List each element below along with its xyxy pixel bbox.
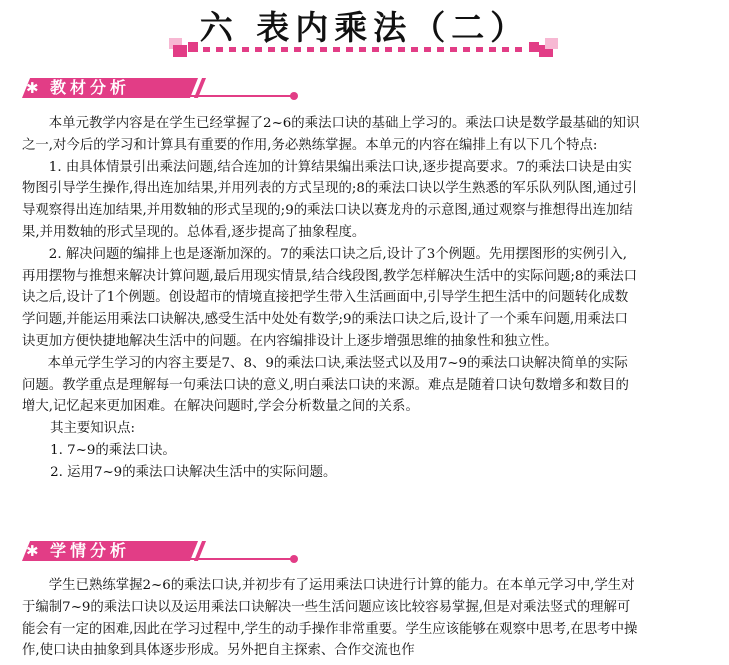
star-icon: ✱ — [26, 542, 39, 560]
point-1-paragraph: 1. 由具体情景引出乘法问题,结合连加的计算结果编出乘法口诀,逐步提高要求。7的乘法口诀是由实物图引导学生操作,得出连加结果,并用列表的方式呈现的;8的乘法口诀以学生熟悉的军乐队列队图,通过引导观察得出连加结果,并用数轴的形式呈现的;9的乘法口诀以赛龙舟的示意图,通过观察与推想得出连加结果,并用数轴的形式呈现的。总体看,逐步提高了抽象程度。 — [22, 159, 637, 240]
content-paragraph: 本单元学生学习的内容主要是7、8、9的乘法口诀,乘法竖式以及用7~9的乘法口诀解决简单的实际问题。教学重点是理解每一句乘法口诀的意义,明白乘法口诀的来源。难点是随着口诀句数增多和数目的增大,记忆起来更加困难。在解决问题时,学会分析数量之间的关系。 — [22, 355, 629, 415]
section-heading-underline — [190, 95, 294, 97]
section-heading-dot — [290, 92, 298, 100]
section-heading-label: 教材分析 — [50, 78, 131, 97]
title-decoration — [163, 36, 563, 64]
title-decoration-left-bars — [169, 38, 198, 57]
star-icon: ✱ — [26, 79, 39, 97]
knowledge-item-1: 1. 7~9的乘法口诀。 — [50, 442, 176, 458]
section-heading-dot — [290, 555, 298, 563]
intro-paragraph: 本单元教学内容是在学生已经掌握了2~6的乘法口诀的基础上学习的。乘法口诀是数学最基础的知识之一,对今后的学习和计算具有重要的作用,务必熟练掌握。本单元的内容在编排上有以下几个特点: — [22, 116, 640, 153]
title-decoration-right-bars — [529, 38, 558, 57]
knowledge-item-2: 2. 运用7~9的乘法口诀解决生活中的实际问题。 — [50, 464, 337, 480]
learning-analysis-body — [22, 575, 640, 662]
section-heading-learning-analysis — [22, 541, 294, 561]
knowledge-heading: 其主要知识点: — [50, 421, 135, 437]
section-heading-textbook-analysis — [22, 78, 294, 98]
title-decoration-dashes — [203, 47, 522, 52]
textbook-analysis-body — [22, 113, 640, 484]
page-title: 六 表内乘法（二） — [199, 8, 530, 47]
learning-paragraph: 学生已熟练掌握2~6的乘法口诀,并初步有了运用乘法口诀进行计算的能力。在本单元学习中,学生对于编制7~9的乘法口诀以及运用乘法口诀解决一些生活问题应该比较容易掌握,但是对乘法竖式的理解可能会有一定的困难,因此在学习过程中,学生的动手操作非常重要。学生应该能够在观察中思考,在思考中操作,使口诀由抽象到具体逐步形成。另外把自主探索、合作交流也作 — [22, 578, 638, 659]
section-heading-underline — [190, 558, 294, 560]
section-heading-label: 学情分析 — [50, 541, 131, 560]
point-2-paragraph: 2. 解决问题的编排上也是逐渐加深的。7的乘法口诀之后,设计了3个例题。先用摆图形的实例引入,再用摆物与推想来解决计算问题,最后用现实情景,结合线段图,教学怎样解决生活中的实际问题;8的乘法口诀之后,设计了1个例题。创设超市的情境直接把学生带入生活画面中,引导学生把生活中的问题转化成数学问题,并能运用乘法口诀解决,感受生活中处处有数学;9的乘法口诀之后,设计了一个乘车问题,用乘法口诀更加方便快捷地解决生活中的问题。在内容编排设计上逐步增强思维的抽象性和独立性。 — [22, 246, 637, 349]
